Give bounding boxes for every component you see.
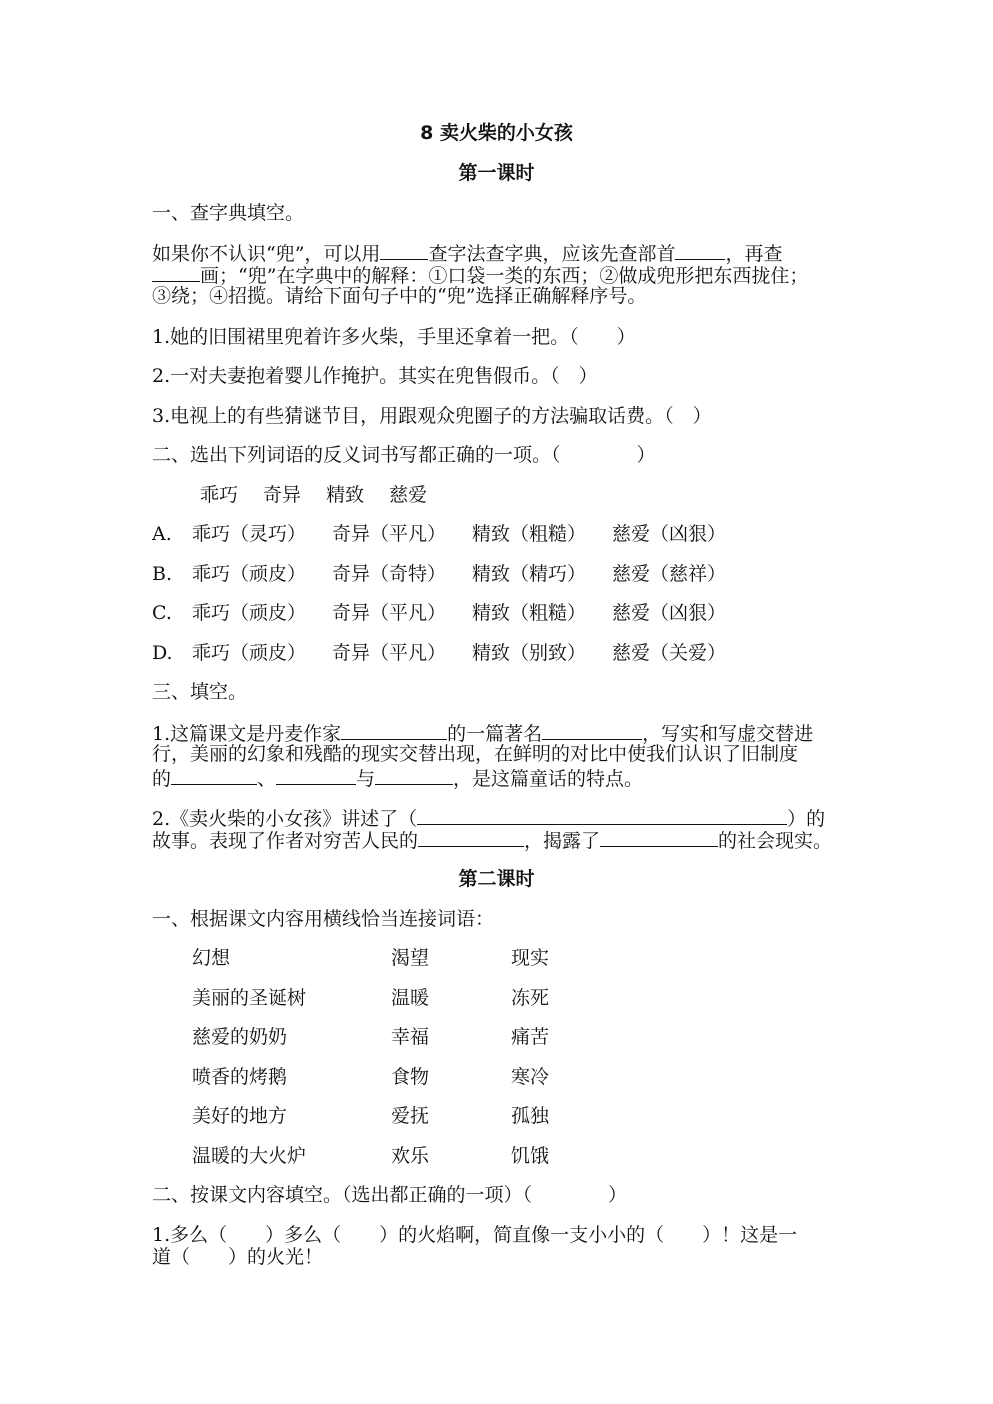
l2-s2-title: 二、按课文内容填空。（选出都正确的一项）（ ） [152,1184,628,1206]
text-segment: 如果你不认识“兜”，可以用 [152,243,381,265]
fill-blank[interactable] [341,721,447,740]
l1-s1-question-1: 1.她的旧围裙里兜着许多火柴，手里还拿着一把。（ ） [152,326,636,348]
option-label: B. [152,563,173,585]
text-segment: ，写实和写虚交替进 [642,723,814,745]
fill-blank[interactable] [675,241,725,260]
option-item: 乖巧（顽皮） [192,642,307,664]
match-word-right: 冻死 [511,987,550,1009]
option-item: 精致（精巧） [472,563,587,585]
text-segment: 、 [257,768,277,790]
match-word-left: 美好的地方 [192,1105,288,1127]
l1-s1-paragraph-line3: ③绕；④招揽。请给下面句子中的“兜”选择正确解释序号。 [152,285,647,307]
l2-s2-q1-line1: 1.多么（ ）多么（ ）的火焰啊，简直像一支小小的（ ）！这是一 [152,1224,798,1246]
match-word-right: 现实 [511,947,550,969]
match-word-left: 喷香的烤鹅 [192,1066,288,1088]
text-segment: 的社会现实。 [718,830,833,852]
text-segment: ）的 [787,808,826,830]
text-segment: 1.这篇课文是丹麦作家 [152,723,342,745]
option-item: 奇异（平凡） [332,642,447,664]
text-segment: 故事。表现了作者对穷苦人民的 [152,830,419,852]
text-segment: 画；“兜”在字典中的解释：①口袋一类的东西；②做成兜形把东西拢住； [200,265,809,287]
text-segment: 的一篇著名 [447,723,543,745]
text-segment: 的 [152,768,172,790]
l1-s3-q2-line1 [152,806,825,830]
match-word-middle: 幸福 [391,1026,430,1048]
l1-s2-title: 二、选出下列词语的反义词书写都正确的一项。（ ） [152,444,656,466]
match-word-middle: 欢乐 [391,1145,430,1167]
l1-s1-paragraph-line1 [152,241,782,265]
option-item: 乖巧（顽皮） [192,602,307,624]
option-item: 奇异（奇特） [332,563,447,585]
match-word-right: 痛苦 [511,1026,550,1048]
text-segment: 2.《卖火柴的小女孩》讲述了（ [152,808,418,830]
l1-s2-word-list: 乖巧 奇异 精致 慈爱 [200,484,428,506]
match-word-middle: 渴望 [391,947,430,969]
fill-blank[interactable] [152,263,200,282]
match-word-middle: 爱抚 [391,1105,430,1127]
fill-blank[interactable] [171,766,257,785]
l1-s3-title: 三、填空。 [152,681,248,703]
l1-s1-question-2: 2.一对夫妻抱着婴儿作掩护。其实在兜售假币。（ ） [152,365,598,387]
option-item: 精致（别致） [472,642,587,664]
l1-s3-q1-line1 [152,721,813,745]
match-word-right: 饥饿 [511,1145,550,1167]
text-segment: ，揭露了 [524,830,601,852]
option-item: 慈爱（慈祥） [612,563,727,585]
option-item: 乖巧（顽皮） [192,563,307,585]
l2-s1-title: 一、根据课文内容用横线恰当连接词语： [152,908,495,930]
fill-blank[interactable] [542,721,642,740]
match-word-left: 美丽的圣诞树 [192,987,307,1009]
option-item: 奇异（平凡） [332,523,447,545]
lesson2-heading: 第二课时 [458,868,535,890]
match-word-left: 温暖的大火炉 [192,1145,307,1167]
l1-s3-q1-line2: 行，美丽的幻象和残酷的现实交替出现，在鲜明的对比中使我们认识了旧制度 [152,743,799,765]
fill-blank[interactable] [600,828,718,847]
text-segment: ，是这篇童话的特点。 [453,768,644,790]
option-label: D. [152,642,173,664]
text-segment: ，再查 [725,243,783,265]
match-word-right: 孤独 [511,1105,550,1127]
lesson1-heading: 第一课时 [458,162,535,184]
option-label: A. [152,523,172,545]
match-word-left: 幻想 [192,947,231,969]
l1-s1-title: 一、查字典填空。 [152,202,305,224]
option-item: 慈爱（关爱） [612,642,727,664]
fill-blank[interactable] [418,828,524,847]
l1-s3-q1-line3 [152,766,643,790]
fill-blank[interactable] [375,766,453,785]
l1-s3-q2-line2 [152,828,832,852]
option-item: 奇异（平凡） [332,602,447,624]
match-word-right: 寒冷 [511,1066,550,1088]
text-segment: 与 [356,768,376,790]
fill-blank[interactable] [417,806,787,825]
option-label: C. [152,602,172,624]
text-segment: 查字法查字典，应该先查部首 [428,243,676,265]
option-item: 精致（粗糙） [472,523,587,545]
option-item: 精致（粗糙） [472,602,587,624]
option-item: 慈爱（凶狠） [612,602,727,624]
l1-s1-question-3: 3.电视上的有些猜谜节目，用跟观众兜圈子的方法骗取话费。（ ） [152,405,712,427]
l2-s2-q1-line2: 道（ ）的火光！ [152,1246,324,1268]
option-item: 乖巧（灵巧） [192,523,307,545]
worksheet-title: 8 卖火柴的小女孩 [420,122,573,144]
l1-s1-paragraph-line2 [152,263,808,287]
match-word-left: 慈爱的奶奶 [192,1026,288,1048]
fill-blank[interactable] [276,766,356,785]
match-word-middle: 温暖 [391,987,430,1009]
option-item: 慈爱（凶狠） [612,523,727,545]
match-word-middle: 食物 [391,1066,430,1088]
fill-blank[interactable] [380,241,428,260]
